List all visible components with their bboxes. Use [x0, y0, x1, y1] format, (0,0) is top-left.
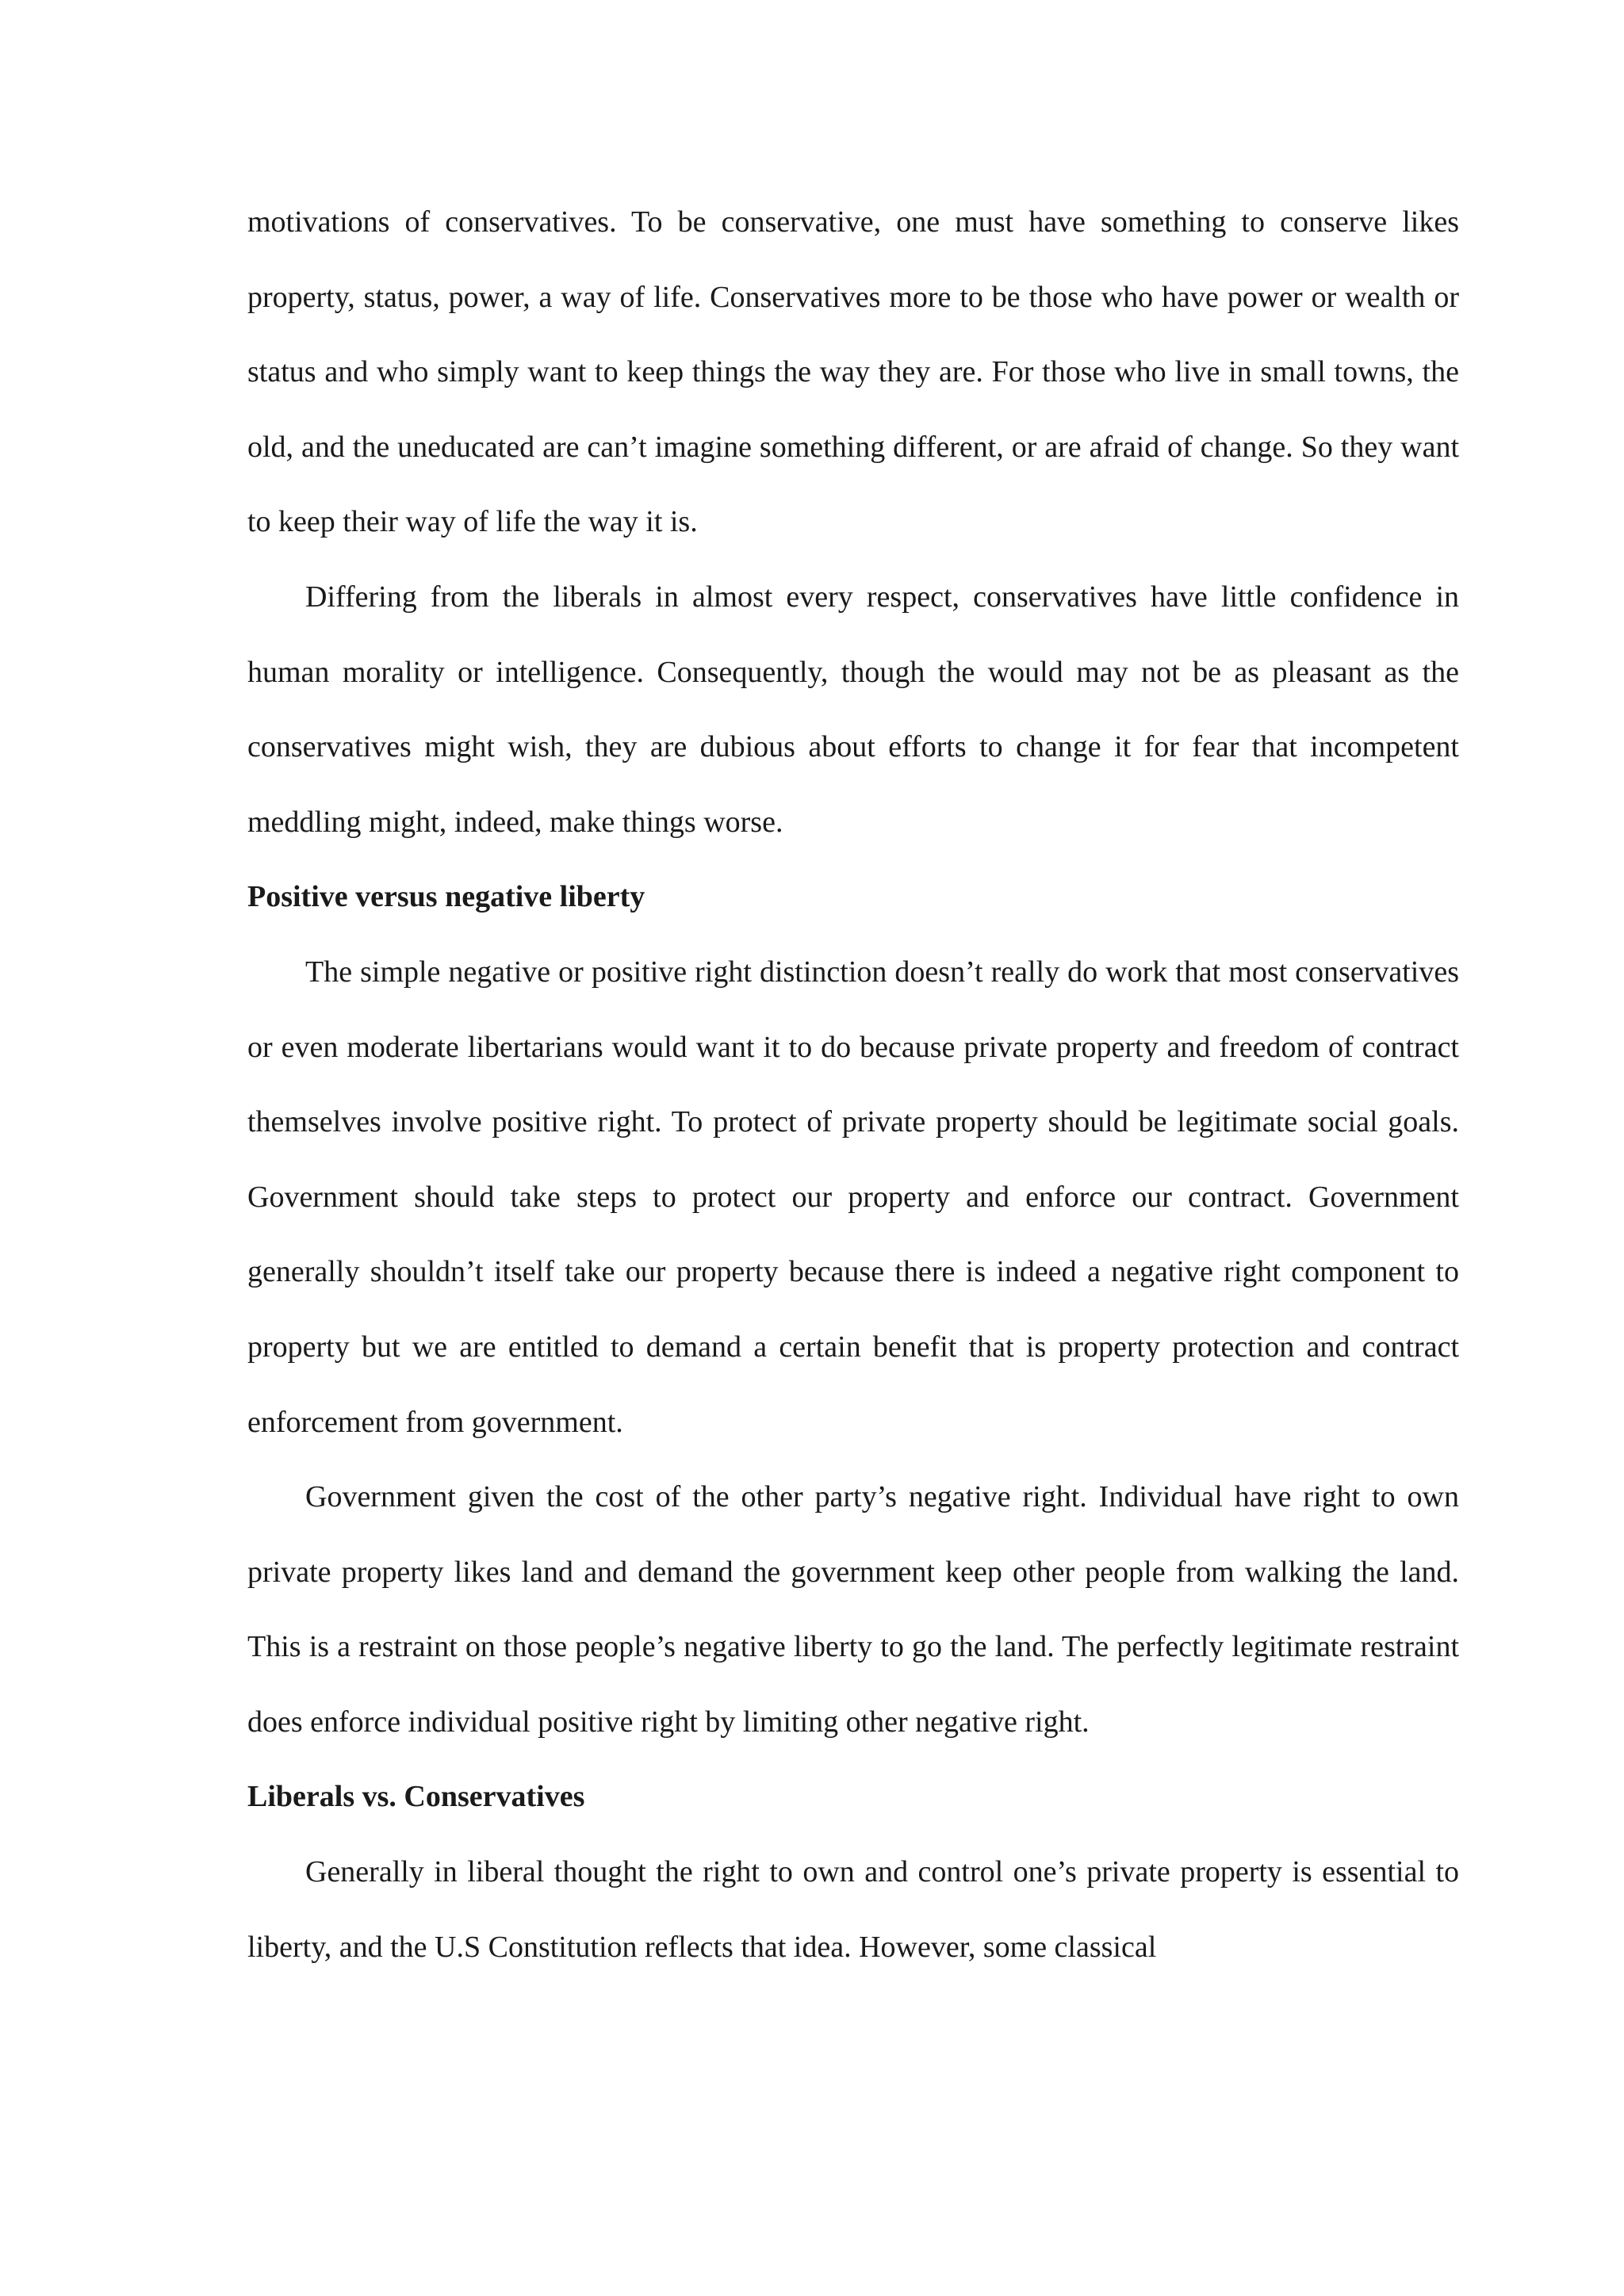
paragraph-rights-distinction: The simple negative or positive right distinction doesn’t really do work that most conservatives or even moderate libertarians would want it to do because private property and freedom of contract themselves involve positive right. To protect of private property should be legitimate social goals. Government should take steps to protect our property and enforce our contract. Government generally shouldn’t itself take our property because there is indeed a negative right component to property but we are entitled to demand a certain benefit that is property protection and contract enforcement from government. — [247, 955, 1459, 1439]
heading-liberals-vs-conservatives: Liberals vs. Conservatives — [247, 1780, 585, 1814]
paragraph-conservative-motivations: motivations of conservatives. To be conservative, one must have something to conserve likes property, status, power, a way of life. Conservatives more to be those who have power or wealth or status and who simply want to keep things the way they are. For those who live in small towns, the old, and the uneducated are can’t imagine something different, or are afraid of change. So they want to keep their way of life the way it is. — [247, 205, 1459, 539]
paragraph-liberal-thought: Generally in liberal thought the right to own and control one’s private property is essential to liberty, and the U.S Constitution reflects that idea. However, some classical — [247, 1855, 1459, 1964]
document-body — [247, 185, 1459, 1984]
paragraph-human-morality: Differing from the liberals in almost every respect, conservatives have little confidence in human morality or intelligence. Consequently, though the would may not be as pleasant as the conservatives might wish, they are dubious about efforts to change it for fear that incompetent meddling might, indeed, make things worse. — [247, 580, 1459, 839]
paragraph-government-cost: Government given the cost of the other party’s negative right. Individual have right to own private property likes land and demand the government keep other people from walking the land. This is a restraint on those people’s negative liberty to go the land. The perfectly legitimate restraint does enforce individual positive right by limiting other negative right. — [247, 1480, 1459, 1739]
heading-positive-vs-negative-liberty: Positive versus negative liberty — [247, 880, 645, 914]
